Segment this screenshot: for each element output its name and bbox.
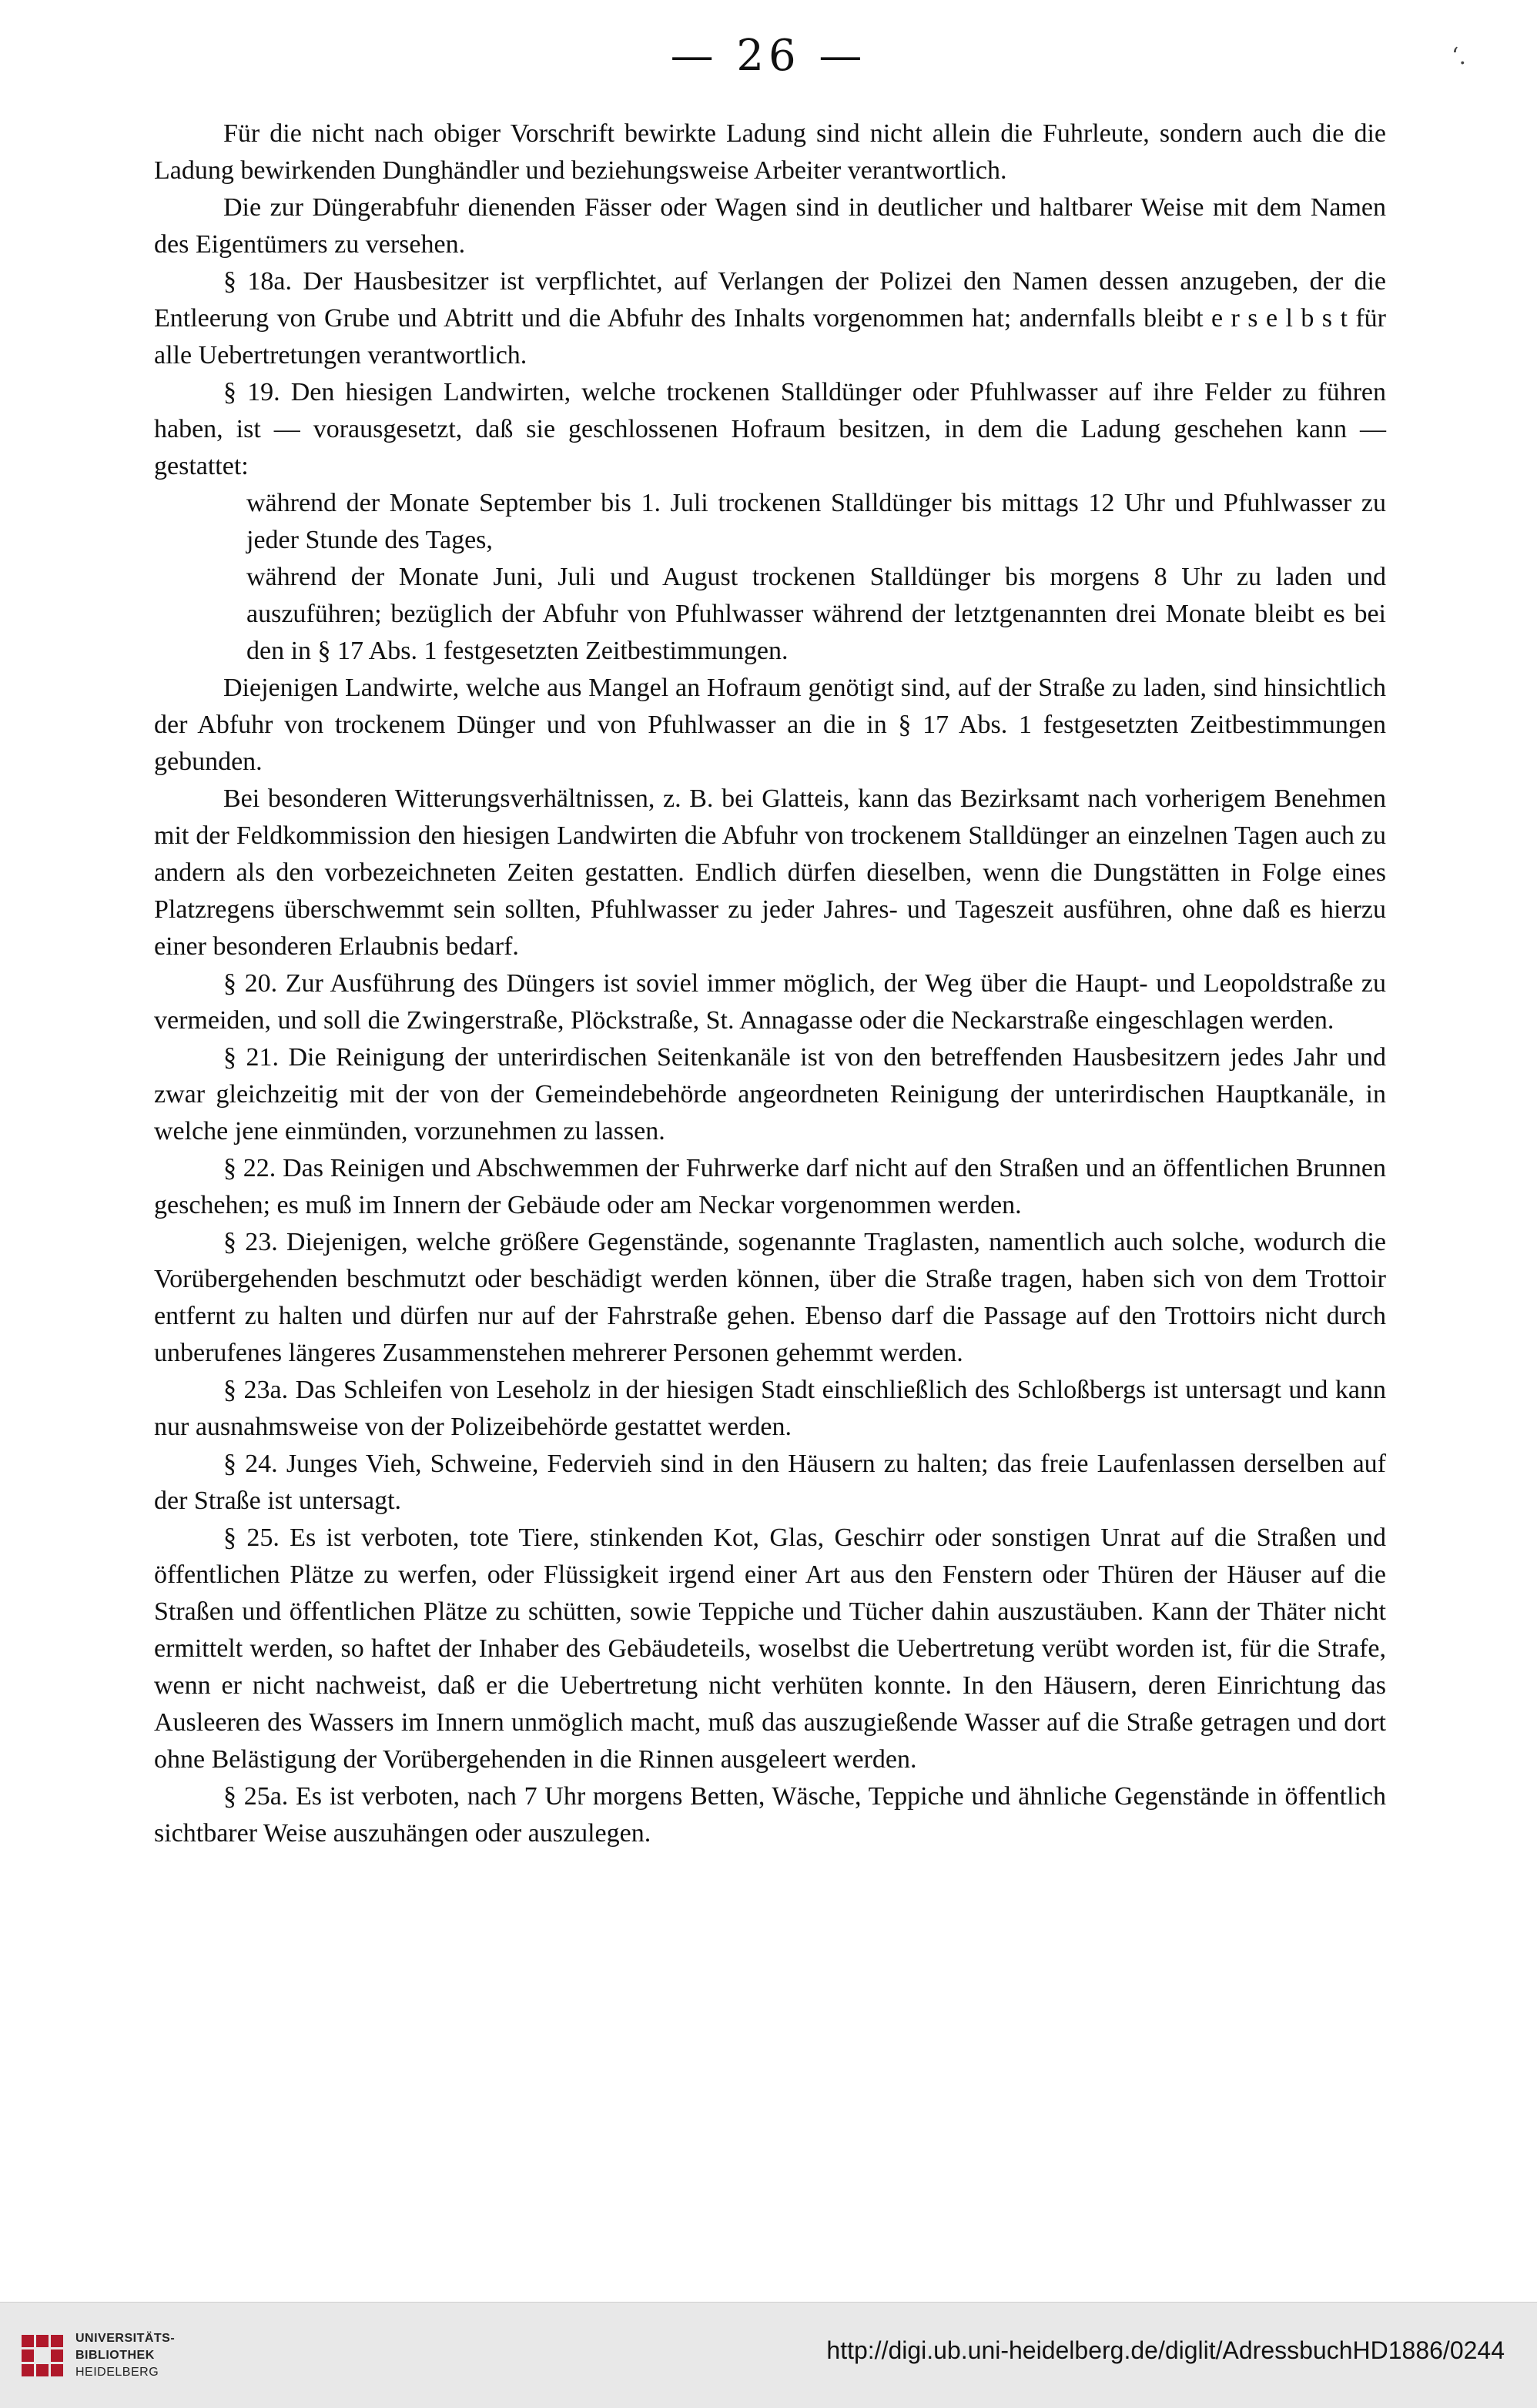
corner-mark: ‘. [1451, 43, 1466, 70]
footer-bar [0, 2302, 1537, 2408]
paragraph-section-25a: § 25a. Es ist verboten, nach 7 Uhr morgens Betten, Wäsche, Teppiche und ähnliche Gegenstände in öffentlich sichtbarer Weise auszuhängen oder auszulegen. [154, 1782, 1386, 1848]
paragraph-section-22: § 22. Das Reinigen und Abschwemmen der Fuhrwerke darf nicht auf den Straßen und an öffentlichen Brunnen geschehen; es muß im Innern der Gebäude oder am Neckar vorgenommen werden. [154, 1154, 1386, 1219]
paragraph-section-24: § 24. Junges Vieh, Schweine, Federvieh sind in den Häusern zu halten; das freie Laufenlassen derselben auf der Straße ist untersagt. [154, 1450, 1386, 1515]
paragraph-section-19-item-2: während der Monate Juni, Juli und August trockenen Stalldünger bis morgens 8 Uhr zu laden und auszuführen; bezüglich der Abfuhr von Pfuhlwasser während der letztgenannten drei Monate bleibt es bei den in § 17 Abs. 1 festgesetzten Zeitbestimmungen. [246, 563, 1386, 665]
paragraph-section-23a: § 23a. Das Schleifen von Leseholz in der hiesigen Stadt einschließlich des Schloßbergs ist untersagt und kann nur ausnahmsweise von der Polizeibehörde gestattet werden. [154, 1376, 1386, 1441]
permalink-url[interactable]: http://digi.ub.uni-heidelberg.de/diglit/AdressbuchHD1886/0244 [826, 2336, 1505, 2364]
paragraph-witterung: Bei besonderen Witterungsverhältnissen, z. B. bei Glatteis, kann das Bezirksamt nach vorherigem Benehmen mit der Feldkommission den hiesigen Landwirten die Abfuhr von trockenem Stalldünger an einzelnen Tagen auch zu andern als den vorbezeichneten Zeiten gestatten. Endlich dürfen dieselben, wenn die Dungstätten in Folge eines Platzregens überschwemmt sein sollten, Pfuhlwasser zu jeder Jahres- und Tageszeit ausführen, ohne daß es hierzu einer besonderen Erlaubnis bedarf. [154, 784, 1386, 961]
paragraph-section-19: § 19. Den hiesigen Landwirten, welche trockenen Stalldünger oder Pfuhlwasser auf ihre Felder zu führen haben, ist — vorausgesetzt, daß sie geschlossenen Hofraum besitzen, in dem die Ladung geschehen kann — gestattet: [154, 378, 1386, 480]
paragraph-section-20: § 20. Zur Ausführung des Düngers ist soviel immer möglich, der Weg über die Haupt- und Leopoldstraße zu vermeiden, und soll die Zwingerstraße, Plöckstraße, St. Annagasse oder die Neckarstraße eingeschlagen werden. [154, 969, 1386, 1035]
paragraph-ladung: Für die nicht nach obiger Vorschrift bewirkte Ladung sind nicht allein die Fuhrleute, sondern auch die die Ladung bewirkenden Dunghändler und beziehungsweise Arbeiter verantwortlich. [154, 119, 1386, 185]
paragraph-section-18a: § 18a. Der Hausbesitzer ist verpflichtet, auf Verlangen der Polizei den Namen dessen anzugeben, der die Entleerung von Grube und Abtritt und die Abfuhr des Inhalts vorgenommen hat; andernfalls bleibt e r s e l b s t für alle Uebertretungen verantwortlich. [154, 267, 1386, 370]
paragraph-section-19-item-1: während der Monate September bis 1. Juli trockenen Stalldünger bis mittags 12 Uhr und Pfuhlwasser zu jeder Stunde des Tages, [246, 489, 1386, 554]
logo-line-1: UNIVERSITÄTS- [75, 2332, 176, 2345]
logo-line-2: BIBLIOTHEK [75, 2349, 155, 2362]
library-logo-text [75, 2330, 175, 2381]
paragraph-section-25: § 25. Es ist verboten, tote Tiere, stinkenden Kot, Glas, Geschirr oder sonstigen Unrat auf die Straßen und öffentlichen Plätze zu werfen, oder Flüssigkeit irgend einer Art aus den Fenstern oder Thüren der Häuser auf die Straßen und öffentlichen Plätze zu schütten, sowie Teppiche und Tücher dahin auszustäuben. Kann der Thäter nicht ermittelt werden, so haftet der Inhaber des Gebäudeteils, woselbst die Uebertretung verübt worden ist, für die Strafe, wenn er nicht nachweist, daß er die Uebertretung nicht verhüten konnte. In den Häusern, deren Einrichtung das Ausleeren des Wassers im Innern unmöglich macht, muß das auszugießende Wasser auf die Straße getragen und dort ohne Belästigung der Vorübergehenden in die Rinnen ausgeleert werden. [154, 1523, 1386, 1774]
page-number: — 26 — [670, 31, 867, 81]
logo-line-3: HEIDELBERG [75, 2366, 159, 2379]
library-logo-icon [18, 2332, 66, 2380]
paragraph-section-23: § 23. Diejenigen, welche größere Gegenstände, sogenannte Traglasten, namentlich auch solche, wodurch die Vorübergehenden beschmutzt oder beschädigt werden können, über die Straße tragen, haben sich von dem Trottoir entfernt zu halten und dürfen nur auf der Fahrstraße gehen. Ebenso darf die Passage auf den Trottoirs nicht durch unberufenes längeres Zusammenstehen mehrerer Personen gehemmt werden. [154, 1228, 1386, 1367]
paragraph-landwirte: Diejenigen Landwirte, welche aus Mangel an Hofraum genötigt sind, auf der Straße zu laden, sind hinsichtlich der Abfuhr von trockenem Dünger und von Pfuhlwasser an die in § 17 Abs. 1 festgesetzten Zeitbestimmungen gebunden. [154, 674, 1386, 776]
document-body [154, 115, 1386, 1852]
paragraph-section-21: § 21. Die Reinigung der unterirdischen Seitenkanäle ist von den betreffenden Hausbesitzern jedes Jahr und zwar gleichzeitig mit der von der Gemeindebehörde angeordneten Reinigung der unterirdischen Hauptkanäle, in welche jene einmünden, vorzunehmen zu lassen. [154, 1043, 1386, 1145]
paragraph-faesser: Die zur Düngerabfuhr dienenden Fässer oder Wagen sind in deutlicher und haltbarer Weise mit dem Namen des Eigentümers zu versehen. [154, 193, 1386, 259]
